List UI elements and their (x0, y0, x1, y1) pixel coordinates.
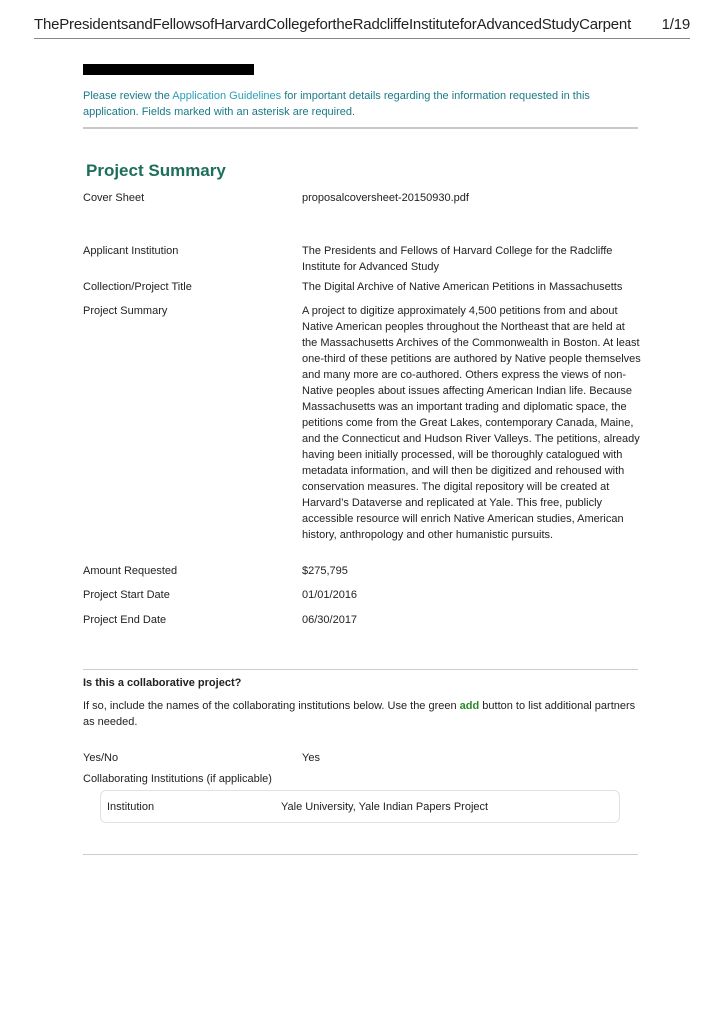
field-label: Collection/Project Title (83, 281, 192, 293)
institution-label: Institution (107, 801, 155, 813)
collaborating-institutions-label: Collaborating Institutions (if applicable) (83, 773, 272, 785)
field-value: 06/30/2017 (302, 614, 358, 626)
bottom-divider (83, 854, 638, 855)
field-label: Yes/No (83, 752, 119, 764)
field-value: $275,795 (302, 565, 348, 577)
field-value: A project to digitize approximately 4,500 petitions from and about Native American peoples throughout the Northeast that are held at the Massachusetts Archives of the Commonwealth in Boston. At least one-third of these petitions are authored by Native people themselves and many more are co-authored. Others express the views of non-Native peoples about issues affecting American Indian life. Because Massachusetts was an important trading and diplomatic space, the petitions come from the Great Lakes, contemporary Canada, Maine, and the Connecticut and Hudson River Valleys. The petitions, already having been initially processed, will be thoroughly catalogued with metadata information, and will then be digitized and rehoused with conservation measures. The digital repository will be created at Harvard’s Dataverse and replicated at Yale. This free, publicly accessible resource will enrich Native American studies, American history, anthropology and other humanistic pursuits. (302, 305, 641, 541)
desc-prefix: If so, include the names of the collaborating institutions below. Use the green (83, 700, 460, 712)
page-number: 1/19 (661, 16, 690, 33)
field-label: Cover Sheet (83, 192, 145, 204)
collaborative-description (83, 698, 643, 730)
desc-suffix: button to list additional partners as needed. (83, 700, 636, 728)
cover-sheet-file[interactable]: proposalcoversheet-20150930.pdf (302, 192, 469, 204)
application-guidelines-link[interactable]: Application Guidelines (172, 90, 282, 102)
collaborative-question: Is this a collaborative project? (83, 677, 242, 689)
notice-prefix: Please review the (83, 90, 173, 102)
notice-suffix: for important details regarding the information requested in this application. Fields marked with an asterisk are required. (83, 90, 590, 118)
document-title: ThePresidentsandFellowsofHarvardCollegefortheRadcliffeInstituteforAdvancedStudyCarpent (34, 16, 632, 33)
field-label: Project Summary (83, 305, 168, 317)
page-header (34, 16, 690, 38)
field-label: Amount Requested (83, 565, 178, 577)
header-divider (34, 38, 690, 39)
guidelines-notice (83, 88, 623, 120)
add-word: add (459, 700, 480, 712)
field-label: Project End Date (83, 614, 167, 626)
field-value: The Presidents and Fellows of Harvard College for the Radcliffe Institute for Advanced Study (302, 245, 613, 273)
section-divider (83, 669, 638, 670)
field-value: The Digital Archive of Native American Petitions in Massachusetts (302, 281, 623, 293)
redaction-bar (83, 64, 254, 75)
field-value: 01/01/2016 (302, 589, 358, 601)
section-title: Project Summary (86, 161, 226, 180)
field-value: Yes (302, 752, 320, 764)
collaborating-institution-entry (100, 790, 620, 823)
notice-divider (83, 127, 638, 129)
field-label: Project Start Date (83, 589, 170, 601)
field-label: Applicant Institution (83, 245, 179, 257)
institution-value: Yale University, Yale Indian Papers Project (281, 801, 489, 813)
